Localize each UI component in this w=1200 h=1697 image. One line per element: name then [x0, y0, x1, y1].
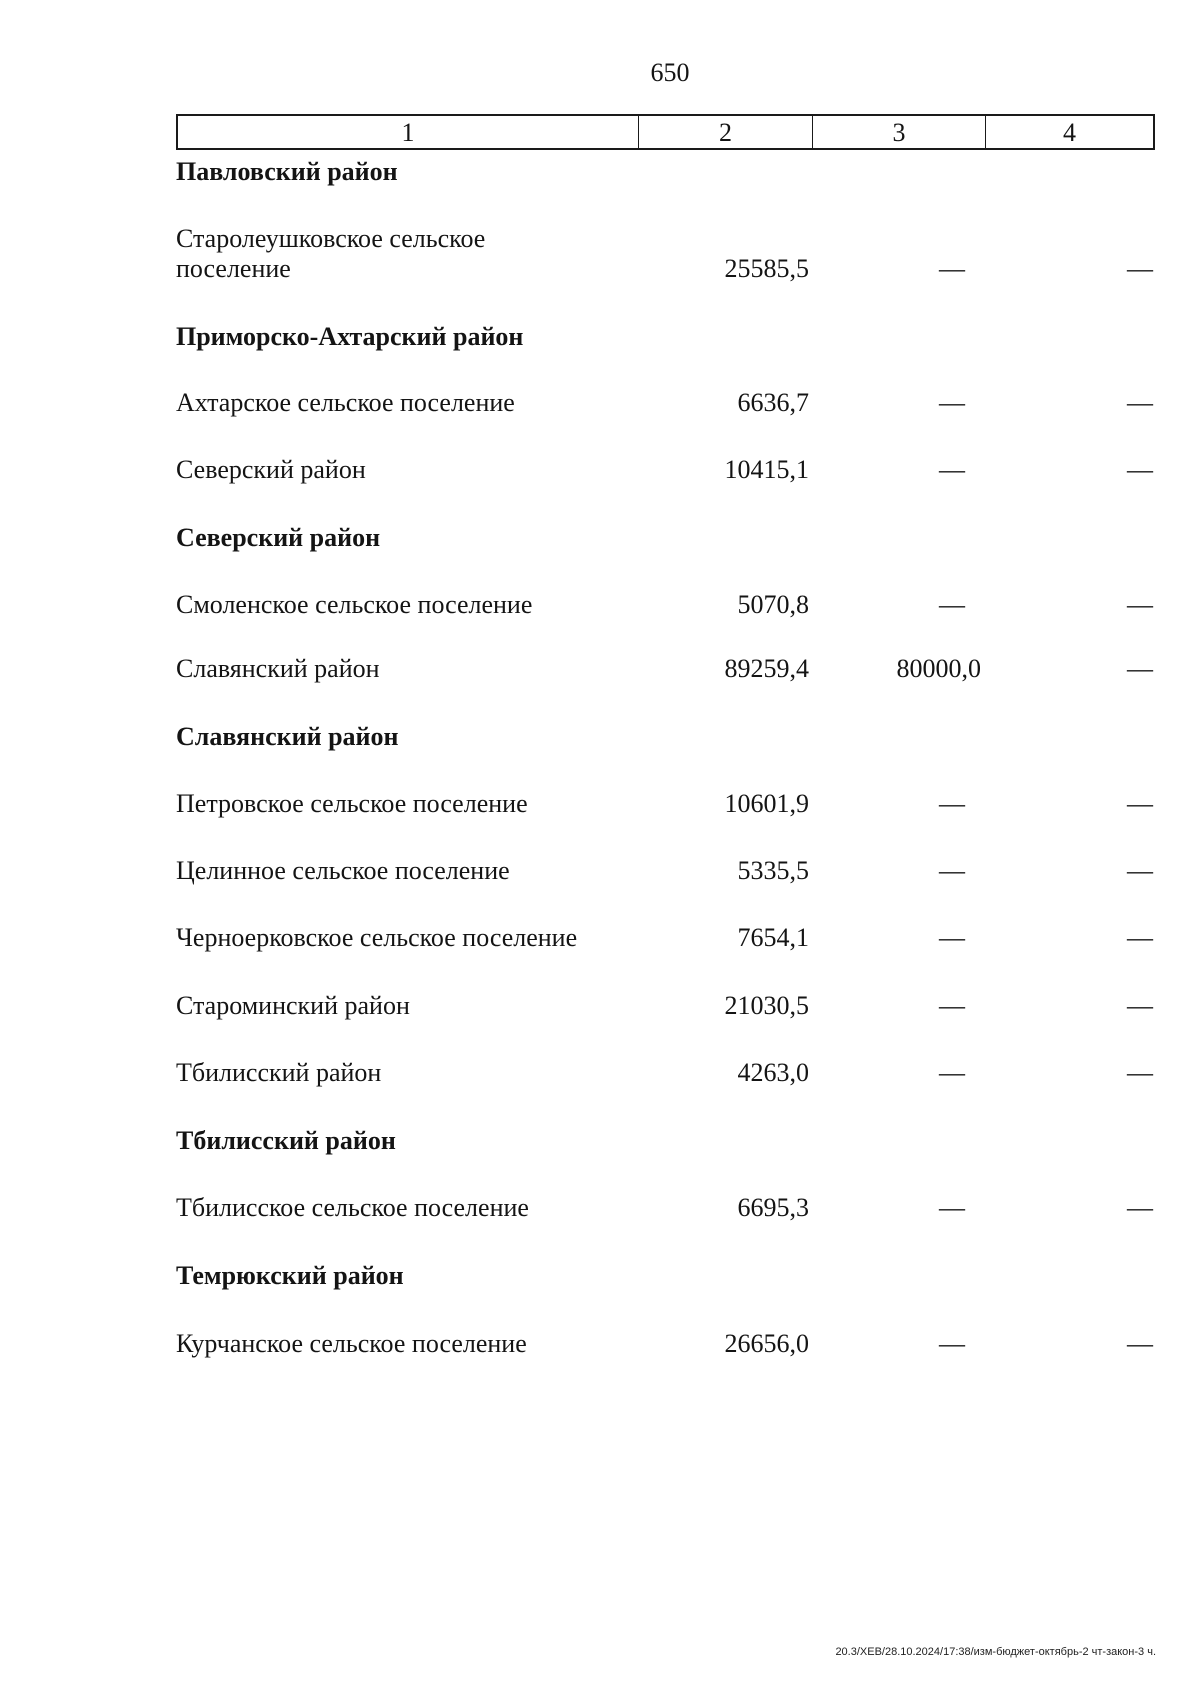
value-col-2: 5070,8 — [737, 590, 809, 619]
value-col-3: — — [939, 1193, 965, 1222]
header-col-1: 1 — [178, 116, 639, 148]
row-name: Черноерковское сельское поселение — [176, 923, 578, 952]
header-col-3: 3 — [813, 116, 986, 148]
row-name: Славянский район — [176, 654, 380, 683]
value-col-3: — — [939, 856, 965, 885]
value-col-4: — — [1127, 654, 1153, 683]
value-col-2: 4263,0 — [737, 1058, 809, 1087]
row-name: Тбилисский район — [176, 1058, 382, 1087]
row-name: Тбилисское сельское поселение — [176, 1193, 529, 1222]
row-name: Петровское сельское поселение — [176, 789, 528, 818]
section-heading: Приморско-Ахтарский район — [176, 322, 524, 351]
value-col-2: 21030,5 — [724, 991, 809, 1020]
value-col-3: 80000,0 — [896, 654, 981, 683]
value-col-4: — — [1127, 991, 1153, 1020]
section-heading: Северский район — [176, 523, 381, 552]
row-name: Курчанское сельское поселение — [176, 1329, 527, 1358]
header-col-2: 2 — [639, 116, 813, 148]
value-col-2: 10601,9 — [724, 789, 809, 818]
value-col-4: — — [1127, 1329, 1153, 1358]
value-col-2: 89259,4 — [724, 654, 809, 683]
value-col-3: — — [939, 991, 965, 1020]
value-col-2: 25585,5 — [724, 254, 809, 283]
document-footer: 20.3/ХЕВ/28.10.2024/17:38/изм-бюджет-октябрь-2 чт-закон-3 ч. — [835, 1646, 1156, 1658]
value-col-3: — — [939, 388, 965, 417]
value-col-2: 5335,5 — [737, 856, 809, 885]
section-heading: Павловский район — [176, 157, 398, 186]
value-col-4: — — [1127, 1193, 1153, 1222]
value-col-4: — — [1127, 856, 1153, 885]
value-col-2: 6636,7 — [737, 388, 809, 417]
value-col-3: — — [939, 923, 965, 952]
value-col-2: 6695,3 — [737, 1193, 809, 1222]
header-col-4: 4 — [1063, 118, 1076, 147]
value-col-4: — — [1127, 1058, 1153, 1087]
value-col-3: — — [939, 254, 965, 283]
value-col-4: — — [1127, 923, 1153, 952]
value-col-3: — — [939, 1329, 965, 1358]
row-name: Старолеушковское сельское — [176, 224, 486, 253]
section-heading: Темрюкский район — [176, 1261, 404, 1290]
value-col-2: 10415,1 — [724, 455, 809, 484]
row-name: Староминский район — [176, 991, 410, 1020]
row-name: Смоленское сельское поселение — [176, 590, 533, 619]
value-col-3: — — [939, 590, 965, 619]
value-col-3: — — [939, 455, 965, 484]
value-col-4: — — [1127, 455, 1153, 484]
section-heading: Тбилисский район — [176, 1126, 396, 1155]
value-col-3: — — [939, 789, 965, 818]
value-col-4: — — [1127, 388, 1153, 417]
row-name: Целинное сельское поселение — [176, 856, 510, 885]
value-col-2: 7654,1 — [737, 923, 809, 952]
value-col-2: 26656,0 — [724, 1329, 809, 1358]
section-heading: Славянский район — [176, 722, 399, 751]
value-col-4: — — [1127, 254, 1153, 283]
row-name: Ахтарское сельское поселение — [176, 388, 515, 417]
row-name-continuation: поселение — [176, 254, 291, 283]
value-col-4: — — [1127, 789, 1153, 818]
value-col-3: — — [939, 1058, 965, 1087]
page-number: 650 — [650, 58, 690, 87]
row-name: Северский район — [176, 455, 366, 484]
value-col-4: — — [1127, 590, 1153, 619]
